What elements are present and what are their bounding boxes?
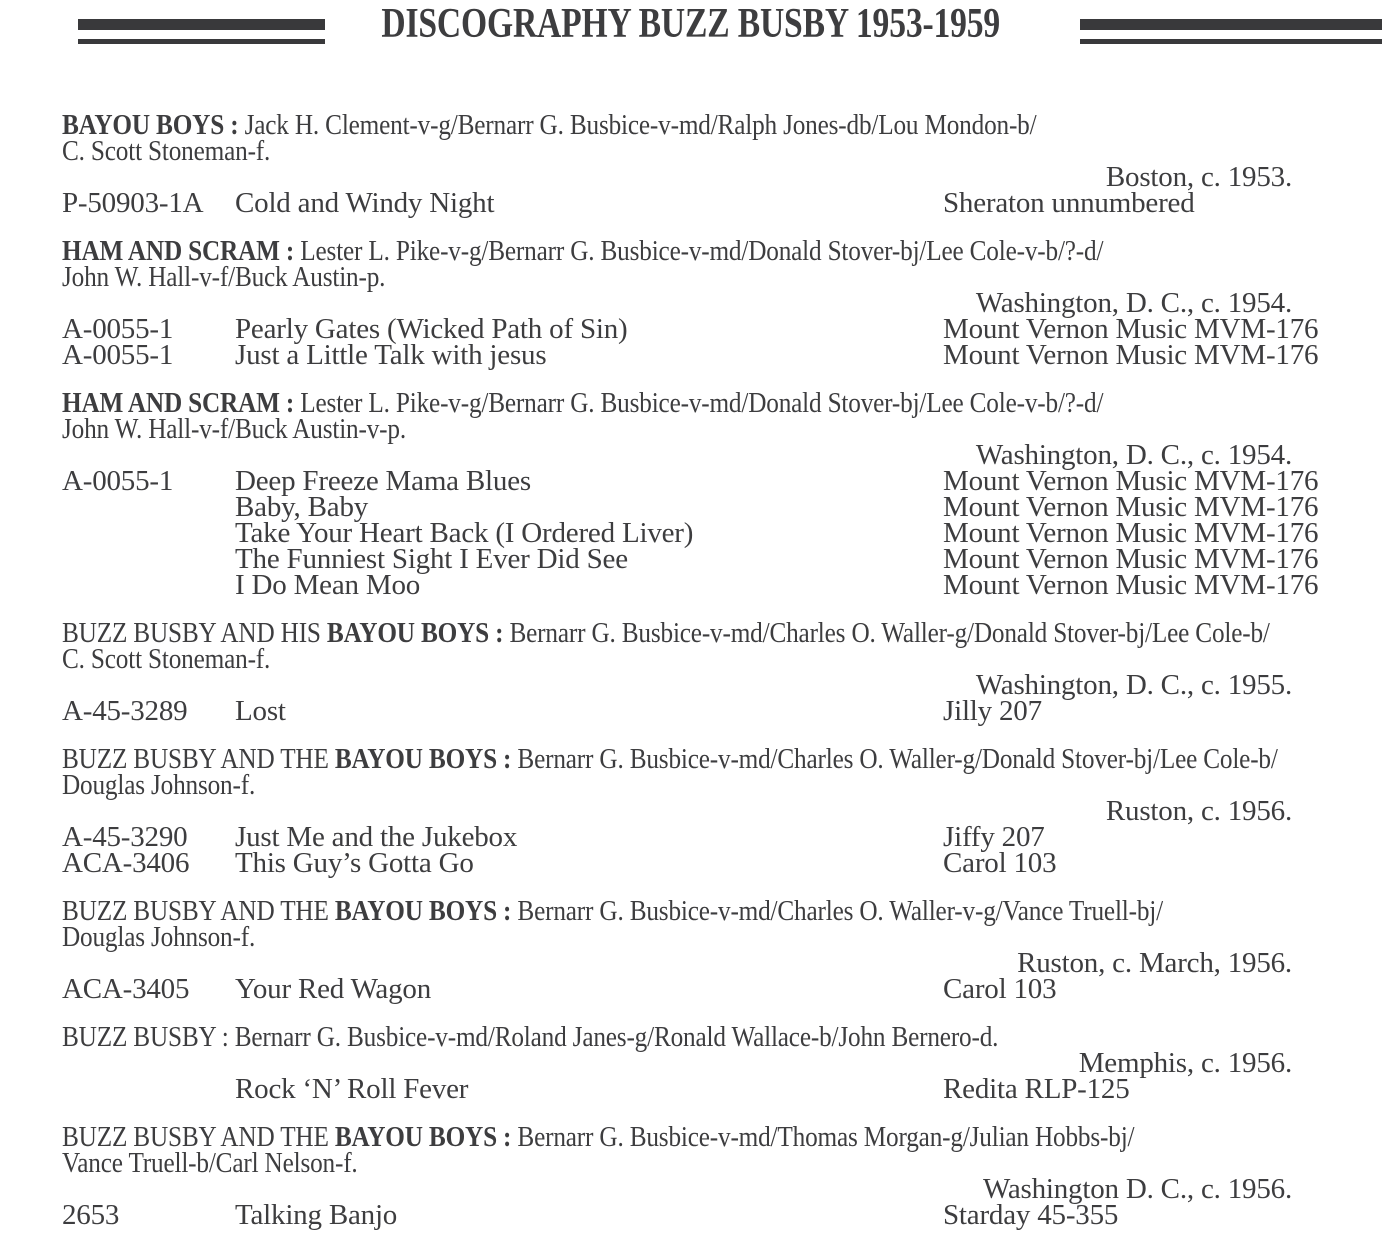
band-name-prefix: BUZZ BUSBY AND THE (62, 743, 335, 775)
catalog-number (62, 494, 235, 520)
release-label: Jiffy 207 (943, 821, 1045, 853)
discography-section (62, 109, 1382, 219)
band-name: HAM AND SCRAM : (62, 387, 301, 419)
personnel-line1: Lester L. Pike-v-g/Bernarr G. Busbice-v-md/Donald Stover-bj/Lee Cole-v-b/?-d/ (300, 387, 1104, 419)
discography-section (62, 743, 1382, 879)
song-title: Take Your Heart Back (I Ordered Liver) (235, 517, 694, 549)
personnel-line1: Bernarr G. Busbice-v-md/Thomas Morgan-g/Julian Hobbs-bj/ (517, 1121, 1135, 1153)
table-row (62, 847, 1382, 879)
song-title: Just a Little Talk with jesus (235, 339, 547, 371)
section-heading (62, 1121, 1210, 1179)
release-rows (62, 465, 1382, 601)
personnel-line2: C. Scott Stoneman-f. (62, 135, 271, 167)
release-rows (62, 973, 1382, 1005)
table-row (62, 1073, 1382, 1105)
session-location: Memphis, c. 1956. (1078, 1047, 1292, 1079)
section-heading (62, 387, 1210, 445)
song-title: Lost (235, 695, 286, 727)
song-title: Talking Banjo (235, 1199, 398, 1231)
band-name-prefix: BUZZ BUSBY AND HIS (62, 617, 327, 649)
release-rows (62, 695, 1382, 727)
band-name: BAYOU BOYS : (62, 109, 245, 141)
personnel-line1: Lester L. Pike-v-g/Bernarr G. Busbice-v-md/Donald Stover-bj/Lee Cole-v-b/?-d/ (300, 235, 1104, 267)
catalog-number: A-0055-1 (62, 339, 174, 371)
band-name: HAM AND SCRAM : (62, 235, 301, 267)
personnel-line1: Jack H. Clement-v-g/Bernarr G. Busbice-v-md/Ralph Jones-db/Lou Mondon-b/ (244, 109, 1037, 141)
session-location: Ruston, c. 1956. (1105, 795, 1292, 827)
song-title: Your Red Wagon (235, 973, 432, 1005)
catalog-number: ACA-3405 (62, 973, 190, 1005)
band-name-prefix: BUZZ BUSBY AND THE (62, 895, 335, 927)
song-title: Pearly Gates (Wicked Path of Sin) (235, 313, 628, 345)
discography-section (62, 1021, 1382, 1105)
band-name: BAYOU BOYS : (334, 895, 518, 927)
personnel-line2: Douglas Johnson-f. (62, 769, 256, 801)
table-row (62, 569, 1382, 601)
release-label: Mount Vernon Music MVM-176 (943, 339, 1319, 371)
song-title: Rock ‘N’ Roll Fever (235, 1073, 469, 1105)
personnel-line2: Vance Truell-b/Carl Nelson-f. (62, 1147, 358, 1179)
personnel-line2: Douglas Johnson-f. (62, 921, 256, 953)
release-label: Carol 103 (943, 847, 1057, 879)
section-heading (62, 109, 1210, 167)
table-row (62, 1199, 1382, 1231)
release-label: Mount Vernon Music MVM-176 (943, 543, 1319, 575)
catalog-number (62, 520, 235, 546)
band-name: BAYOU BOYS : (334, 743, 518, 775)
session-location: Washington, D. C., c. 1954. (975, 439, 1292, 471)
release-rows (62, 187, 1382, 219)
section-heading (62, 617, 1270, 675)
band-name-prefix: BUZZ BUSBY AND THE (62, 1121, 335, 1153)
session-location: Washington, D. C., c. 1955. (975, 669, 1292, 701)
song-title: I Do Mean Moo (235, 569, 421, 601)
release-label: Mount Vernon Music MVM-176 (943, 313, 1319, 345)
release-rows (62, 313, 1382, 371)
catalog-number: A-45-3289 (62, 695, 188, 727)
section-heading (62, 895, 1210, 953)
discography-section (62, 617, 1382, 727)
rule-thick-bar (1080, 19, 1382, 30)
song-title: Just Me and the Jukebox (235, 821, 518, 853)
section-heading (62, 743, 1278, 801)
song-title: This Guy’s Gotta Go (235, 847, 474, 879)
catalog-number: P-50903-1A (62, 187, 204, 219)
discography-section (62, 895, 1382, 1005)
personnel-line1: Bernarr G. Busbice-v-md/Charles O. Waller-g/Donald Stover-bj/Lee Cole-b/ (509, 617, 1270, 649)
session-location: Boston, c. 1953. (1105, 161, 1292, 193)
release-label: Mount Vernon Music MVM-176 (943, 465, 1319, 497)
band-name: BAYOU BOYS : (334, 1121, 518, 1153)
catalog-number (62, 1076, 235, 1102)
catalog-number: 2653 (62, 1199, 120, 1231)
release-rows (62, 1199, 1382, 1231)
session-location: Washington, D. C., c. 1954. (975, 287, 1292, 319)
catalog-number (62, 572, 235, 598)
page-header (0, 0, 1382, 48)
discography-section (62, 235, 1382, 371)
release-label: Mount Vernon Music MVM-176 (943, 517, 1319, 549)
catalog-number: A-45-3290 (62, 821, 188, 853)
release-label: Mount Vernon Music MVM-176 (943, 491, 1319, 523)
release-label: Starday 45-355 (943, 1199, 1119, 1231)
table-row (62, 973, 1382, 1005)
discography-section (62, 387, 1382, 601)
personnel-line1: Bernarr G. Busbice-v-md/Charles O. Waller-g/Donald Stover-bj/Lee Cole-b/ (517, 743, 1278, 775)
release-label: Carol 103 (943, 973, 1057, 1005)
discography-body (0, 109, 1382, 1231)
release-rows (62, 1073, 1382, 1105)
table-row (62, 695, 1382, 727)
page-title: DISCOGRAPHY BUZZ BUSBY 1953-1959 (381, 1, 1001, 47)
release-label: Jilly 207 (943, 695, 1042, 727)
personnel-line2: John W. Hall-v-f/Buck Austin-v-p. (62, 413, 406, 445)
discography-section (62, 1121, 1382, 1231)
personnel-line2: C. Scott Stoneman-f. (62, 643, 271, 675)
catalog-number (62, 546, 235, 572)
section-heading (62, 235, 1210, 293)
personnel-line1: Bernarr G. Busbice-v-md/Roland Janes-g/Ronald Wallace-b/John Bernero-d. (234, 1021, 999, 1053)
catalog-number: A-0055-1 (62, 313, 174, 345)
personnel-line1: Bernarr G. Busbice-v-md/Charles O. Waller-v-g/Vance Truell-bj/ (517, 895, 1163, 927)
section-heading (62, 1021, 1210, 1053)
song-title: The Funniest Sight I Ever Did See (235, 543, 628, 575)
release-label: Mount Vernon Music MVM-176 (943, 569, 1319, 601)
table-row (62, 187, 1382, 219)
catalog-number: ACA-3406 (62, 847, 190, 879)
table-row (62, 339, 1382, 371)
catalog-number: A-0055-1 (62, 465, 174, 497)
rule-thin-bar (1080, 39, 1382, 44)
song-title: Deep Freeze Mama Blues (235, 465, 531, 497)
song-title: Baby, Baby (235, 491, 369, 523)
header-rule-right (1080, 19, 1382, 44)
release-label: Redita RLP-125 (943, 1073, 1130, 1105)
release-rows (62, 821, 1382, 879)
release-label: Sheraton unnumbered (943, 187, 1195, 219)
song-title: Cold and Windy Night (235, 187, 495, 219)
personnel-line2: John W. Hall-v-f/Buck Austin-p. (62, 261, 386, 293)
band-name: BAYOU BOYS : (326, 617, 510, 649)
band-name-prefix: BUZZ BUSBY : (62, 1021, 235, 1053)
session-location: Ruston, c. March, 1956. (1017, 947, 1292, 979)
session-location: Washington D. C., c. 1956. (982, 1173, 1292, 1205)
